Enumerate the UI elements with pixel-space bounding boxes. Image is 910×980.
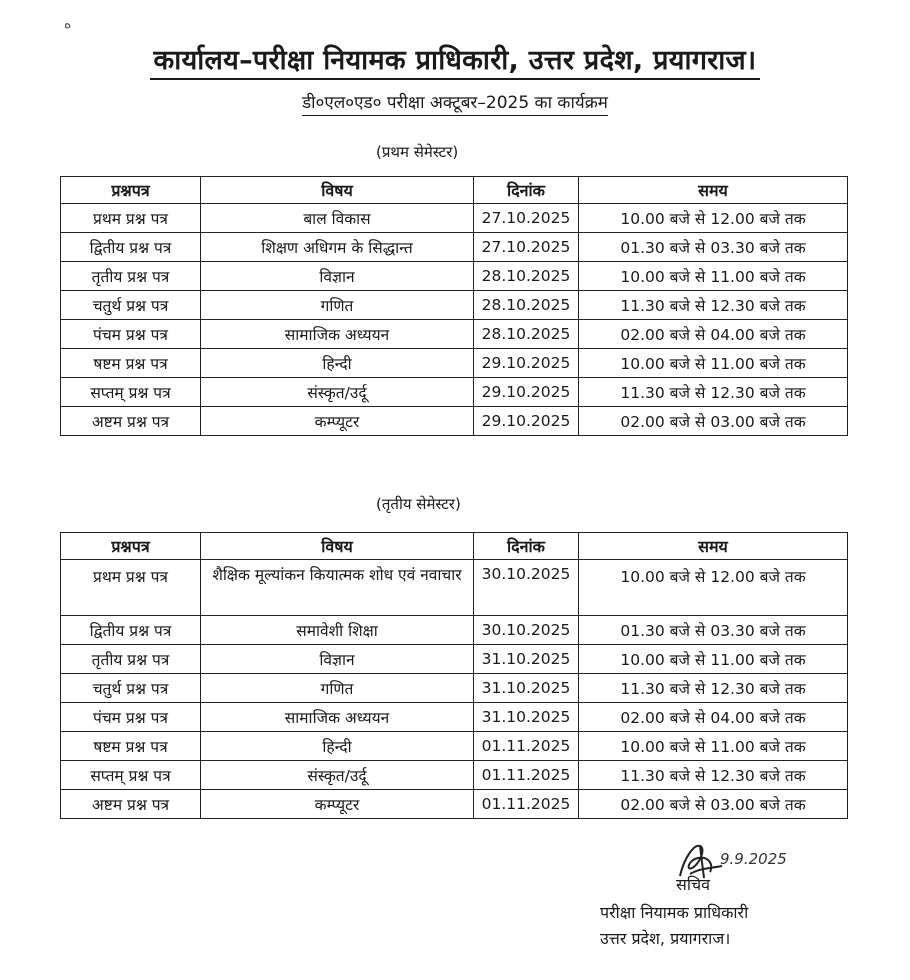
- page-subtitle: [0, 90, 910, 113]
- column-header-date: दिनांक: [474, 533, 579, 560]
- table-row: [61, 645, 848, 674]
- paper-cell: प्रथम प्रश्न पत्र: [61, 204, 201, 233]
- subject-cell: गणित: [201, 291, 474, 320]
- subject-cell: सामाजिक अध्ययन: [201, 703, 474, 732]
- issuing-authority: [600, 900, 748, 952]
- date-cell: 29.10.2025: [474, 407, 579, 436]
- time-cell: 10.00 बजे से 12.00 बजे तक: [579, 204, 848, 233]
- table-row: [61, 616, 848, 645]
- paper-cell: सप्तम् प्रश्न पत्र: [61, 378, 201, 407]
- time-cell: 02.00 बजे से 03.00 बजे तक: [579, 407, 848, 436]
- date-cell: 29.10.2025: [474, 378, 579, 407]
- subject-cell: हिन्दी: [201, 732, 474, 761]
- paper-cell: षष्टम प्रश्न पत्र: [61, 349, 201, 378]
- table-row: [61, 378, 848, 407]
- date-cell: 31.10.2025: [474, 674, 579, 703]
- semester3-label: (तृतीय सेमेस्टर): [376, 495, 461, 513]
- time-cell: 10.00 बजे से 11.00 बजे तक: [579, 732, 848, 761]
- date-cell: 27.10.2025: [474, 204, 579, 233]
- corner-mark: ه: [64, 16, 72, 32]
- table-row: [61, 560, 848, 616]
- date-cell: 28.10.2025: [474, 262, 579, 291]
- time-cell: 10.00 बजे से 11.00 बजे तक: [579, 645, 848, 674]
- paper-cell: पंचम प्रश्न पत्र: [61, 320, 201, 349]
- paper-cell: तृतीय प्रश्न पत्र: [61, 645, 201, 674]
- page-title: [0, 40, 910, 77]
- time-cell: 11.30 बजे से 12.30 बजे तक: [579, 674, 848, 703]
- paper-cell: सप्तम् प्रश्न पत्र: [61, 761, 201, 790]
- paper-cell: चतुर्थ प्रश्न पत्र: [61, 674, 201, 703]
- date-cell: 28.10.2025: [474, 291, 579, 320]
- subject-cell: शैक्षिक मूल्यांकन कियात्मक शोध एवं नवाचार: [201, 560, 474, 616]
- table-row: [61, 761, 848, 790]
- column-header-date: दिनांक: [474, 177, 579, 204]
- table-row: [61, 703, 848, 732]
- date-cell: 27.10.2025: [474, 233, 579, 262]
- paper-cell: प्रथम प्रश्न पत्र: [61, 560, 201, 616]
- subject-cell: सामाजिक अध्ययन: [201, 320, 474, 349]
- table-row: [61, 233, 848, 262]
- table-row: [61, 204, 848, 233]
- subject-cell: विज्ञान: [201, 645, 474, 674]
- paper-cell: तृतीय प्रश्न पत्र: [61, 262, 201, 291]
- table-row: [61, 291, 848, 320]
- paper-cell: द्वितीय प्रश्न पत्र: [61, 616, 201, 645]
- date-cell: 01.11.2025: [474, 732, 579, 761]
- table-row: [61, 674, 848, 703]
- time-cell: 02.00 बजे से 03.00 बजे तक: [579, 790, 848, 819]
- authority-location: उत्तर प्रदेश, प्रयागराज।: [600, 929, 731, 948]
- date-cell: 30.10.2025: [474, 616, 579, 645]
- subject-cell: संस्कृत/उर्दू: [201, 761, 474, 790]
- semester1-label: (प्रथम सेमेस्टर): [376, 143, 459, 161]
- time-cell: 10.00 बजे से 12.00 बजे तक: [579, 560, 848, 616]
- time-cell: 01.30 बजे से 03.30 बजे तक: [579, 616, 848, 645]
- column-header-subject: विषय: [201, 177, 474, 204]
- time-cell: 11.30 बजे से 12.30 बजे तक: [579, 291, 848, 320]
- paper-cell: अष्टम प्रश्न पत्र: [61, 790, 201, 819]
- table-row: [61, 790, 848, 819]
- time-cell: 10.00 बजे से 11.00 बजे तक: [579, 262, 848, 291]
- table-row: [61, 732, 848, 761]
- subject-cell: संस्कृत/उर्दू: [201, 378, 474, 407]
- subject-cell: कम्प्यूटर: [201, 790, 474, 819]
- column-header-time: समय: [579, 177, 848, 204]
- time-cell: 02.00 बजे से 04.00 बजे तक: [579, 320, 848, 349]
- subject-cell: बाल विकास: [201, 204, 474, 233]
- table-row: [61, 320, 848, 349]
- signature-date: 9.9.2025: [720, 850, 787, 868]
- subject-cell: हिन्दी: [201, 349, 474, 378]
- subject-cell: गणित: [201, 674, 474, 703]
- date-cell: 29.10.2025: [474, 349, 579, 378]
- column-header-paper: प्रश्नपत्र: [61, 177, 201, 204]
- column-header-time: समय: [579, 533, 848, 560]
- table-row: [61, 262, 848, 291]
- date-cell: 28.10.2025: [474, 320, 579, 349]
- semester1-table: [60, 176, 848, 436]
- table-row: [61, 407, 848, 436]
- page-title-text: कार्यालय–परीक्षा नियामक प्राधिकारी, उत्तर प्रदेश, प्रयागराज।: [150, 45, 761, 80]
- subject-cell: विज्ञान: [201, 262, 474, 291]
- authority-name: परीक्षा नियामक प्राधिकारी: [600, 903, 749, 922]
- signatory-role: सचिव: [676, 875, 711, 894]
- semester3-table: [60, 532, 848, 819]
- subject-cell: शिक्षण अधिगम के सिद्धान्त: [201, 233, 474, 262]
- subject-cell: समावेशी शिक्षा: [201, 616, 474, 645]
- table-row: [61, 349, 848, 378]
- time-cell: 10.00 बजे से 11.00 बजे तक: [579, 349, 848, 378]
- paper-cell: अष्टम प्रश्न पत्र: [61, 407, 201, 436]
- date-cell: 30.10.2025: [474, 560, 579, 616]
- paper-cell: षष्टम प्रश्न पत्र: [61, 732, 201, 761]
- subject-cell: कम्प्यूटर: [201, 407, 474, 436]
- paper-cell: चतुर्थ प्रश्न पत्र: [61, 291, 201, 320]
- date-cell: 31.10.2025: [474, 703, 579, 732]
- time-cell: 11.30 बजे से 12.30 बजे तक: [579, 761, 848, 790]
- column-header-paper: प्रश्नपत्र: [61, 533, 201, 560]
- time-cell: 11.30 बजे से 12.30 बजे तक: [579, 378, 848, 407]
- date-cell: 31.10.2025: [474, 645, 579, 674]
- date-cell: 01.11.2025: [474, 761, 579, 790]
- page-subtitle-text: डी०एल०एड० परीक्षा अक्टूबर–2025 का कार्यक्रम: [302, 93, 608, 116]
- time-cell: 02.00 बजे से 04.00 बजे तक: [579, 703, 848, 732]
- date-cell: 01.11.2025: [474, 790, 579, 819]
- table-header-row: [61, 533, 848, 560]
- column-header-subject: विषय: [201, 533, 474, 560]
- paper-cell: पंचम प्रश्न पत्र: [61, 703, 201, 732]
- table-header-row: [61, 177, 848, 204]
- paper-cell: द्वितीय प्रश्न पत्र: [61, 233, 201, 262]
- time-cell: 01.30 बजे से 03.30 बजे तक: [579, 233, 848, 262]
